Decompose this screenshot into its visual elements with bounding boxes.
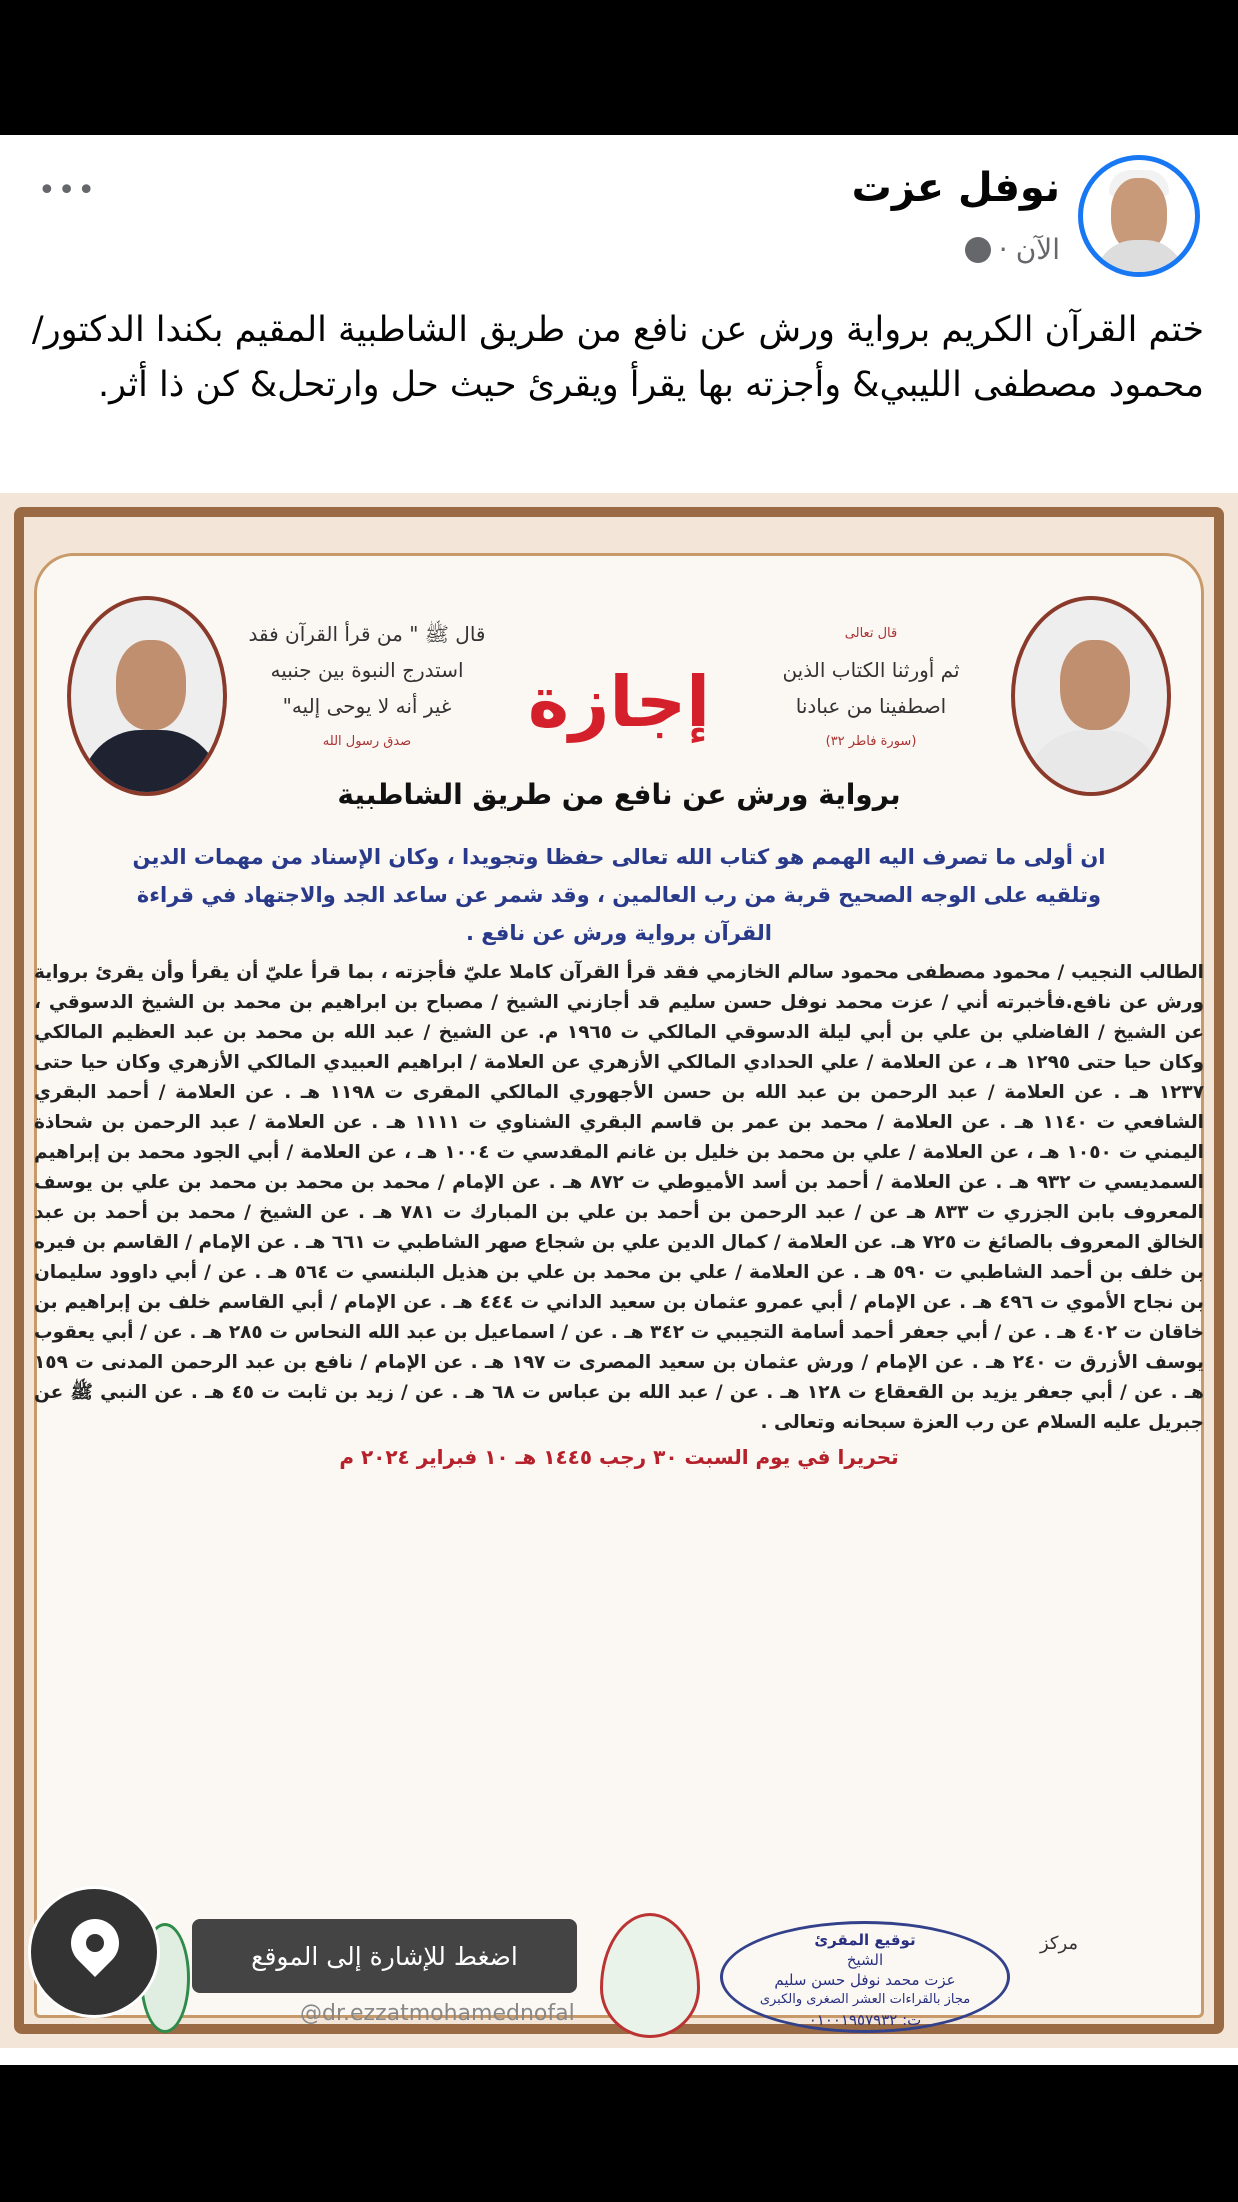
timestamp[interactable]: الآن: [1015, 233, 1060, 266]
certificate-body: الطالب النجيب / محمود مصطفى محمود سالم الخازمي فقد قرأ القرآن كاملا عليّ فأجزته ، بما قرأ عليّ أن يقرأ وأن يقرئ برواية ورش عن نافع.فأخبرته أني / عزت محمد نوفل حسن سليم قد أجازني الشيخ / مصباح بن ابراهيم بن محمد بن الشيخ الدسوقي ، عن الشيخ / الفاضلي بن علي بن أبي ليلة الدسوقي المالكي ت ١٩٦٥ م. عن الشيخ / عبد الله بن محمد بن عبد العظيم المالكي وكان حيا حتى ١٢٩٥ هـ ، عن العلامة / علي الحدادي المالكي الأزهري عن العلامة / ابراهيم العبيدي المالكي الأزهري وكان حيا حتى ١٢٣٧ هـ . عن العلامة / عبد الرحمن بن عبد الله بن حسن الأجهوري المالكي المقرى ت ١١٩٨ هـ . عن العلامة / أحمد البقري الشافعي ت ١١٤٠ هـ . عن العلامة / محمد بن عمر بن قاسم البقري الشناوي ت ١١١١ هـ . عن العلامة / عبد الرحمن بن شحاذة اليمني ت ١٠٥٠ هـ ، عن العلامة / علي بن محمد بن خليل بن غانم المقدسي ت ١٠٠٤ هـ ، عن العلامة / أبي الجود محمد بن إبراهيم السمديسي ت ٩٣٢ هـ . عن العلامة / أحمد بن أسد الأميوطي ت ٨٧٢ هـ . عن الإمام / محمد بن محمد بن محمد بن علي بن يوسف المعروف بابن الجزري ت ٨٣٣ هـ عن / عبد الرحمن بن أحمد بن علي بن المبارك ت ٧٨١ هـ . عن الشيخ / محمد بن أحمد بن عبد الخالق المعروف بالصائغ ت ٧٢٥ هـ. عن العلامة / كمال الدين علي بن شجاع صهر الشاطبي ت ٦٦١ هـ . عن الإمام / القاسم بن فيره بن خلف بن أحمد الشاطبي ت ٥٩٠ هـ . عن العلامة / علي بن محمد بن علي بن هذيل البلنسي ت ٥٦٤ هـ . عن / أبي داوود سليمان بن نجاح الأموي ت ٤٩٦ هـ . عن الإمام / أبي عمرو عثمان بن سعيد الداني ت ٤٤٤ هـ . عن الإمام / أبي القاسم خلف بن إبراهيم بن خاقان ت ٤٠٢ هـ . عن / أبي جعفر أحمد أسامة التجيبي ت ٣٤٢ هـ . عن / اسماعيل بن عبد الله النحاس ت ٢٨٥ هـ . عن / أبي يعقوب يوسف الأزرق ت ٢٤٠ هـ . عن الإمام / ورش عثمان بن سعيد المصرى ت ١٩٧ هـ . عن الإمام / نافع بن عبد الرحمن المدنى ت ١٥٩ هـ . عن / أبي جعفر يزيد بن القعقاع ت ١٢٨ هـ . عن / عبد الله بن عباس ت ٦٨ هـ . عن / زيد بن ثابت ت ٤٥ هـ . عن النبي ﷺ عن جبريل عليه السلام عن رب العزة سبحانه وتعالى .: [34, 962, 1205, 1433]
globe-icon: [965, 237, 991, 263]
hadith-quote: قال ﷺ " من قرأ القرآن فقد استدرج النبوة بين جنبيه غير أنه لا يوحى إليه" صدق رسول الله: [248, 622, 486, 749]
status-bar: [0, 0, 1238, 135]
certificate-subtitle: برواية ورش عن نافع من طريق الشاطبية: [337, 778, 901, 811]
certificate-date: تحريرا في يوم السبت ٣٠ رجب ١٤٤٥ هـ ١٠ فبراير ٢٠٢٤ م: [339, 1445, 899, 1469]
certificate-title: إجازة: [527, 661, 711, 743]
map-pin-icon: [61, 1909, 129, 1977]
center-logo-label: مركز: [1040, 1933, 1079, 1954]
post: [0, 135, 1238, 2065]
location-tooltip[interactable]: اضغط للإشارة إلى الموقع: [192, 1919, 577, 1993]
more-options-button[interactable]: •••: [38, 173, 98, 208]
separator: ·: [998, 233, 1008, 266]
quran-quote: قال تعالى ثم أورثنا الكتاب الذين اصطفينا من عبادنا (سورة فاطر ٣٢): [782, 626, 960, 749]
post-image[interactable]: [0, 493, 1238, 2048]
post-text: ختم القرآن الكريم برواية ورش عن نافع من طريق الشاطبية المقيم بكندا الدكتور/ محمود مصطفى الليبي& وأجزته بها يقرأ ويقرئ حيث حل وارتحل& كن ذا أثر.: [31, 310, 1204, 405]
certificate-intro: ان أولى ما تصرف اليه الهمم هو كتاب الله تعالى حفظا وتجويدا ، وكان الإسناد من مهمات الدين وتلقيه على الوجه الصحيح قربة من رب العالمين ، وقد شمر عن ساعد الجد والاجتهاد في قراءة القرآن برواية ورش عن نافع .: [132, 845, 1106, 945]
post-meta: [965, 233, 1060, 266]
signature-stamp: توقيع المقرئ الشيخ عزت محمد نوفل حسن سليم مجاز بالقراءات العشر الصغرى والكبرى ت: ٠١٠٠١٩٥٧٩٣٢: [720, 1921, 1010, 2033]
watermark: @dr.ezzatmohamednofal: [300, 2001, 575, 2026]
certificate-text: [34, 838, 1204, 1470]
navigation-bar: [0, 2065, 1238, 2202]
avatar[interactable]: [1078, 155, 1200, 277]
location-button[interactable]: [28, 1886, 160, 2018]
author-name[interactable]: نوفل عزت: [851, 165, 1060, 211]
